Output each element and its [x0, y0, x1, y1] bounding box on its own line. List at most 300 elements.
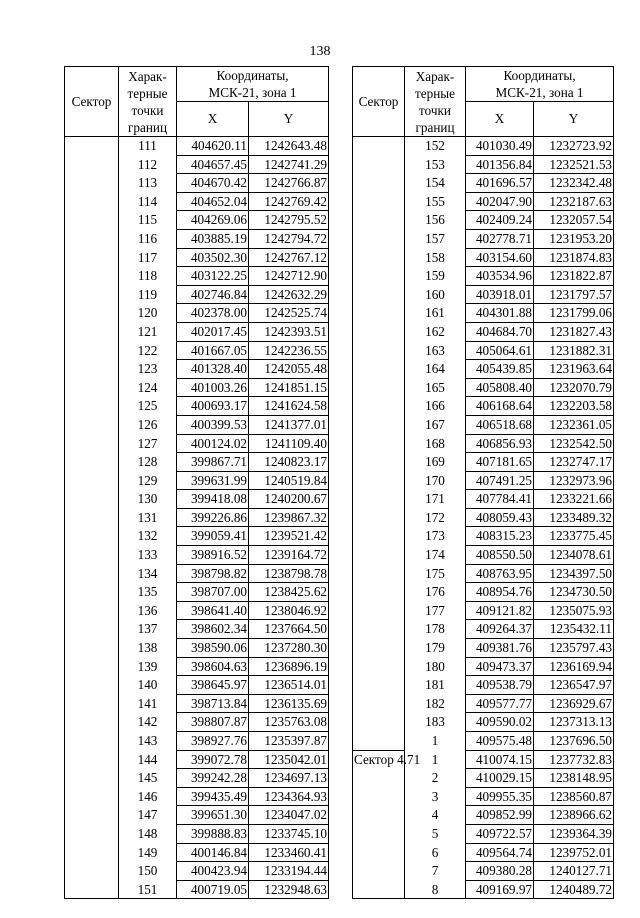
sector-cell — [65, 322, 119, 341]
x-cell: 405439.85 — [466, 360, 534, 379]
y-cell: 1242632.29 — [249, 285, 329, 304]
point-cell: 161 — [405, 304, 466, 323]
sector-cell — [353, 360, 405, 379]
x-cell: 402378.00 — [177, 304, 249, 323]
x-cell: 401030.49 — [466, 137, 534, 156]
y-cell: 1237664.50 — [249, 620, 329, 639]
x-cell: 401003.26 — [177, 378, 249, 397]
y-cell: 1235797.43 — [534, 639, 614, 658]
point-cell: 133 — [119, 546, 177, 565]
y-cell: 1231963.64 — [534, 360, 614, 379]
sector-cell — [65, 285, 119, 304]
coordinates-table-right — [352, 66, 614, 899]
y-cell: 1235397.87 — [249, 732, 329, 751]
table-row — [353, 490, 614, 509]
sector-cell — [353, 453, 405, 472]
table-row — [353, 174, 614, 193]
y-cell: 1236929.67 — [534, 694, 614, 713]
y-cell: 1233460.41 — [249, 843, 329, 862]
point-cell: 111 — [119, 137, 177, 156]
y-cell: 1242769.42 — [249, 192, 329, 211]
table-row — [353, 508, 614, 527]
x-cell: 398645.97 — [177, 676, 249, 695]
point-cell: 163 — [405, 341, 466, 360]
y-cell: 1240519.84 — [249, 471, 329, 490]
x-cell: 410074.15 — [466, 750, 534, 769]
sector-cell — [353, 676, 405, 695]
point-cell: 115 — [119, 211, 177, 230]
x-cell: 400719.05 — [177, 880, 249, 899]
table-row — [353, 806, 614, 825]
sector-cell — [65, 769, 119, 788]
y-cell: 1232203.58 — [534, 397, 614, 416]
y-cell: 1238966.62 — [534, 806, 614, 825]
y-cell: 1239752.01 — [534, 843, 614, 862]
sector-cell — [353, 490, 405, 509]
table-row — [353, 267, 614, 286]
table-row — [65, 843, 329, 862]
y-cell: 1232948.63 — [249, 880, 329, 899]
point-cell: 162 — [405, 322, 466, 341]
x-cell: 403534.96 — [466, 267, 534, 286]
point-cell: 123 — [119, 360, 177, 379]
x-cell: 398641.40 — [177, 601, 249, 620]
point-cell: 145 — [119, 769, 177, 788]
point-cell: 129 — [119, 471, 177, 490]
point-cell: 4 — [405, 806, 466, 825]
sector-cell — [353, 267, 405, 286]
sector-cell — [353, 787, 405, 806]
header-coordinates — [466, 67, 614, 102]
x-cell: 401667.05 — [177, 341, 249, 360]
y-cell: 1235075.93 — [534, 601, 614, 620]
y-cell: 1232973.96 — [534, 471, 614, 490]
header-points — [405, 67, 466, 137]
sector-cell — [65, 564, 119, 583]
point-cell: 174 — [405, 546, 466, 565]
y-cell: 1234047.02 — [249, 806, 329, 825]
sector-cell — [353, 304, 405, 323]
x-cell: 402047.90 — [466, 192, 534, 211]
table-row — [65, 546, 329, 565]
x-cell: 404652.04 — [177, 192, 249, 211]
x-cell: 404684.70 — [466, 322, 534, 341]
x-cell: 407784.41 — [466, 490, 534, 509]
x-cell: 409577.77 — [466, 694, 534, 713]
y-cell: 1235432.11 — [534, 620, 614, 639]
x-cell: 399059.41 — [177, 527, 249, 546]
page-number: 138 — [309, 44, 331, 59]
header-coordinates-line: МСК-21, зона 1 — [208, 85, 297, 100]
y-cell: 1234078.61 — [534, 546, 614, 565]
table-row — [65, 248, 329, 267]
point-cell: 1 — [405, 732, 466, 751]
x-cell: 399631.99 — [177, 471, 249, 490]
table-row — [65, 397, 329, 416]
sector-cell — [353, 471, 405, 490]
sector-cell — [353, 174, 405, 193]
point-cell: 121 — [119, 322, 177, 341]
sector-cell — [65, 508, 119, 527]
x-cell: 409473.37 — [466, 657, 534, 676]
table-row — [353, 843, 614, 862]
sector-cell — [65, 155, 119, 174]
x-cell: 406518.68 — [466, 415, 534, 434]
point-cell: 118 — [119, 267, 177, 286]
point-cell: 140 — [119, 676, 177, 695]
x-cell: 406168.64 — [466, 397, 534, 416]
sector-cell — [353, 434, 405, 453]
table-row — [65, 304, 329, 323]
point-cell: 180 — [405, 657, 466, 676]
sector-cell — [65, 229, 119, 248]
table-row — [65, 137, 329, 156]
point-cell: 137 — [119, 620, 177, 639]
x-cell: 400693.17 — [177, 397, 249, 416]
coordinates-table-left — [64, 66, 329, 899]
x-cell: 404269.06 — [177, 211, 249, 230]
point-cell: 5 — [405, 824, 466, 843]
point-cell: 176 — [405, 583, 466, 602]
x-cell: 408059.43 — [466, 508, 534, 527]
x-cell: 407491.25 — [466, 471, 534, 490]
table-row — [353, 639, 614, 658]
x-cell: 403918.01 — [466, 285, 534, 304]
point-cell: 182 — [405, 694, 466, 713]
table-row — [353, 360, 614, 379]
sector-cell — [65, 360, 119, 379]
point-cell: 116 — [119, 229, 177, 248]
x-cell: 398590.06 — [177, 639, 249, 658]
point-cell: 157 — [405, 229, 466, 248]
y-cell: 1233489.32 — [534, 508, 614, 527]
table-row — [353, 713, 614, 732]
point-cell: 148 — [119, 824, 177, 843]
point-cell: 134 — [119, 564, 177, 583]
x-cell: 404620.11 — [177, 137, 249, 156]
sector-cell — [353, 546, 405, 565]
y-cell: 1237696.50 — [534, 732, 614, 751]
sector-cell — [353, 322, 405, 341]
x-cell: 409564.74 — [466, 843, 534, 862]
table-row — [353, 155, 614, 174]
x-cell: 398604.63 — [177, 657, 249, 676]
header-x: X — [177, 102, 249, 137]
sector-cell — [353, 229, 405, 248]
table-row — [65, 824, 329, 843]
x-cell: 409381.76 — [466, 639, 534, 658]
sector-cell — [65, 341, 119, 360]
point-cell: 155 — [405, 192, 466, 211]
table-row — [65, 415, 329, 434]
y-cell: 1234397.50 — [534, 564, 614, 583]
table-row — [353, 880, 614, 899]
table-row — [353, 304, 614, 323]
header-coordinates — [177, 67, 329, 102]
table-row — [353, 824, 614, 843]
table-row — [353, 583, 614, 602]
x-cell: 406856.93 — [466, 434, 534, 453]
table-row — [353, 862, 614, 881]
point-cell: 141 — [119, 694, 177, 713]
x-cell: 408954.76 — [466, 583, 534, 602]
sector-cell — [65, 880, 119, 899]
sector-cell — [65, 490, 119, 509]
y-cell: 1232342.48 — [534, 174, 614, 193]
y-cell: 1232747.17 — [534, 453, 614, 472]
point-cell: 158 — [405, 248, 466, 267]
x-cell: 399651.30 — [177, 806, 249, 825]
y-cell: 1231882.31 — [534, 341, 614, 360]
point-cell: 159 — [405, 267, 466, 286]
sector-cell — [353, 806, 405, 825]
sector-cell — [353, 880, 405, 899]
table-row — [65, 806, 329, 825]
x-cell: 409590.02 — [466, 713, 534, 732]
table-row — [353, 192, 614, 211]
point-cell: 6 — [405, 843, 466, 862]
sector-cell — [353, 285, 405, 304]
table-row — [65, 322, 329, 341]
y-cell: 1242794.72 — [249, 229, 329, 248]
point-cell: 168 — [405, 434, 466, 453]
point-cell: 177 — [405, 601, 466, 620]
y-cell: 1234697.13 — [249, 769, 329, 788]
y-cell: 1242525.74 — [249, 304, 329, 323]
sector-cell — [353, 341, 405, 360]
x-cell: 399435.49 — [177, 787, 249, 806]
point-cell: 139 — [119, 657, 177, 676]
table-row — [353, 434, 614, 453]
header-points-line: границ — [127, 119, 168, 135]
table-row — [65, 713, 329, 732]
sector-cell — [65, 415, 119, 434]
point-cell: 173 — [405, 527, 466, 546]
table-row — [65, 564, 329, 583]
sector-cell — [65, 471, 119, 490]
x-cell: 409538.79 — [466, 676, 534, 695]
sector-cell — [65, 601, 119, 620]
header-points-line: терные — [127, 85, 168, 101]
point-cell: 1 — [405, 750, 466, 769]
sector-cell — [353, 397, 405, 416]
x-cell: 400124.02 — [177, 434, 249, 453]
y-cell: 1240823.17 — [249, 453, 329, 472]
y-cell: 1231827.43 — [534, 322, 614, 341]
table-row — [65, 434, 329, 453]
point-cell: 113 — [119, 174, 177, 193]
point-cell: 144 — [119, 750, 177, 769]
table-row — [353, 378, 614, 397]
point-cell: 151 — [119, 880, 177, 899]
x-cell: 405064.61 — [466, 341, 534, 360]
sector-cell — [65, 713, 119, 732]
sector-cell — [65, 620, 119, 639]
table-row — [65, 750, 329, 769]
point-cell: 156 — [405, 211, 466, 230]
y-cell: 1233221.66 — [534, 490, 614, 509]
sector-cell — [353, 583, 405, 602]
sector-cell — [65, 657, 119, 676]
y-cell: 1232723.92 — [534, 137, 614, 156]
sector-cell — [353, 137, 405, 156]
sector-cell — [65, 824, 119, 843]
point-cell: 135 — [119, 583, 177, 602]
x-cell: 399242.28 — [177, 769, 249, 788]
y-cell: 1232070.79 — [534, 378, 614, 397]
table-row — [65, 732, 329, 751]
table-row — [353, 471, 614, 490]
y-cell: 1239364.39 — [534, 824, 614, 843]
x-cell: 404657.45 — [177, 155, 249, 174]
x-cell: 398707.00 — [177, 583, 249, 602]
table-row — [353, 732, 614, 751]
point-cell: 138 — [119, 639, 177, 658]
table-row — [65, 211, 329, 230]
table-row — [65, 862, 329, 881]
table-row — [353, 397, 614, 416]
x-cell: 398798.82 — [177, 564, 249, 583]
y-cell: 1236547.97 — [534, 676, 614, 695]
table-row — [65, 639, 329, 658]
sector-cell — [65, 267, 119, 286]
point-cell: 172 — [405, 508, 466, 527]
point-cell: 154 — [405, 174, 466, 193]
y-cell: 1238560.87 — [534, 787, 614, 806]
sector-cell — [353, 155, 405, 174]
y-cell: 1238046.92 — [249, 601, 329, 620]
point-cell: 170 — [405, 471, 466, 490]
y-cell: 1242795.52 — [249, 211, 329, 230]
y-cell: 1241109.40 — [249, 434, 329, 453]
table-row — [353, 322, 614, 341]
header-y: Y — [249, 102, 329, 137]
sector-cell — [65, 843, 119, 862]
point-cell: 120 — [119, 304, 177, 323]
y-cell: 1240489.72 — [534, 880, 614, 899]
y-cell: 1233775.45 — [534, 527, 614, 546]
x-cell: 403154.60 — [466, 248, 534, 267]
y-cell: 1237280.30 — [249, 639, 329, 658]
table-row — [353, 285, 614, 304]
point-cell: 8 — [405, 880, 466, 899]
table-row — [65, 155, 329, 174]
x-cell: 401356.84 — [466, 155, 534, 174]
point-cell: 143 — [119, 732, 177, 751]
table-row — [65, 378, 329, 397]
x-cell: 402017.45 — [177, 322, 249, 341]
x-cell: 404301.88 — [466, 304, 534, 323]
table-row — [65, 657, 329, 676]
point-cell: 150 — [119, 862, 177, 881]
y-cell: 1237732.83 — [534, 750, 614, 769]
table-row — [65, 267, 329, 286]
point-cell: 130 — [119, 490, 177, 509]
sector-cell — [65, 787, 119, 806]
y-cell: 1238425.62 — [249, 583, 329, 602]
table-row — [65, 676, 329, 695]
x-cell: 409121.82 — [466, 601, 534, 620]
x-cell: 409169.97 — [466, 880, 534, 899]
header-coordinates-line: Координаты, — [503, 68, 576, 83]
y-cell: 1241851.15 — [249, 378, 329, 397]
sector-cell — [353, 694, 405, 713]
y-cell: 1232057.54 — [534, 211, 614, 230]
y-cell: 1233194.44 — [249, 862, 329, 881]
y-cell: 1234364.93 — [249, 787, 329, 806]
sector-cell — [353, 211, 405, 230]
table-row — [353, 415, 614, 434]
sector-cell — [65, 453, 119, 472]
y-cell: 1232187.63 — [534, 192, 614, 211]
sector-cell — [65, 862, 119, 881]
point-cell: 178 — [405, 620, 466, 639]
x-cell: 400399.53 — [177, 415, 249, 434]
header-points — [119, 67, 177, 137]
y-cell: 1241377.01 — [249, 415, 329, 434]
x-cell: 409264.37 — [466, 620, 534, 639]
table-row — [353, 564, 614, 583]
table-row — [353, 601, 614, 620]
point-cell: 119 — [119, 285, 177, 304]
sector-cell — [353, 415, 405, 434]
table-row — [65, 229, 329, 248]
point-cell: 125 — [119, 397, 177, 416]
x-cell: 408550.50 — [466, 546, 534, 565]
sector-cell — [353, 527, 405, 546]
y-cell: 1242712.90 — [249, 267, 329, 286]
y-cell: 1242766.87 — [249, 174, 329, 193]
point-cell: 169 — [405, 453, 466, 472]
table-row — [353, 620, 614, 639]
sector-cell — [65, 174, 119, 193]
point-cell: 146 — [119, 787, 177, 806]
y-cell: 1237313.13 — [534, 713, 614, 732]
table-row — [353, 137, 614, 156]
sector-cell — [65, 694, 119, 713]
table-row — [353, 248, 614, 267]
y-cell: 1242393.51 — [249, 322, 329, 341]
header-sector: Сектор — [65, 67, 119, 137]
sector-cell — [65, 732, 119, 751]
sector-cell — [65, 750, 119, 769]
point-cell: 126 — [119, 415, 177, 434]
y-cell: 1238798.78 — [249, 564, 329, 583]
sector-cell — [353, 248, 405, 267]
x-cell: 403502.30 — [177, 248, 249, 267]
x-cell: 398713.84 — [177, 694, 249, 713]
sector-cell — [65, 248, 119, 267]
x-cell: 398807.87 — [177, 713, 249, 732]
point-cell: 179 — [405, 639, 466, 658]
sector-cell — [353, 508, 405, 527]
sector-cell — [353, 769, 405, 788]
sector-cell: Сектор 4.71 — [353, 750, 405, 769]
sector-cell — [65, 434, 119, 453]
table-row — [65, 360, 329, 379]
point-cell: 152 — [405, 137, 466, 156]
y-cell: 1232521.53 — [534, 155, 614, 174]
point-cell: 2 — [405, 769, 466, 788]
x-cell: 398602.34 — [177, 620, 249, 639]
y-cell: 1232542.50 — [534, 434, 614, 453]
x-cell: 409955.35 — [466, 787, 534, 806]
table-row — [65, 620, 329, 639]
point-cell: 124 — [119, 378, 177, 397]
point-cell: 171 — [405, 490, 466, 509]
sector-cell — [353, 378, 405, 397]
y-cell: 1242767.12 — [249, 248, 329, 267]
